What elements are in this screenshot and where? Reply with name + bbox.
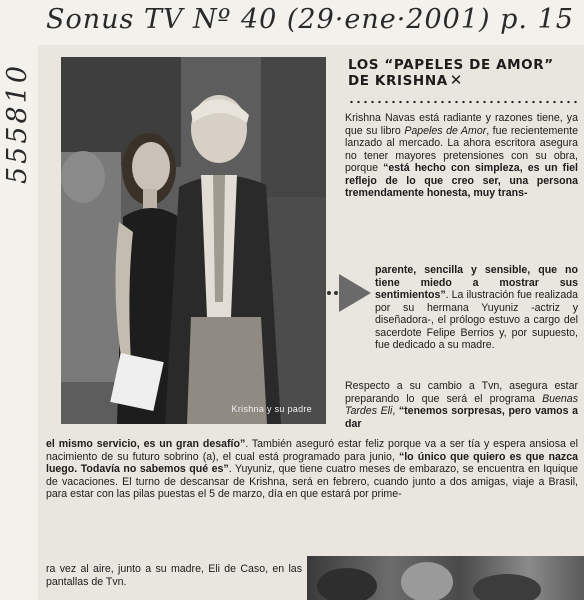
handwritten-source-note: Sonus TV Nº 40 (29·ene·2001) p. 15 — [46, 4, 574, 35]
quote-bold: “tenemos sorpresas, pero vamos a dar — [345, 405, 578, 430]
text-run: Krishna Navas está radiante y razones tiene, ya que su libro — [345, 112, 578, 137]
quote-bold: el mismo servicio, es un gran desafío” — [46, 438, 246, 450]
photo-illustration — [61, 57, 326, 424]
paragraph-closing: ra vez al aire, junto a su madre, Eli de Caso, en las pantallas de Tvn. — [46, 563, 302, 588]
headline-line-2: DE KRISHNA — [348, 73, 448, 89]
text-run: . Yuyuniz, que tiene cuatro meses de embarazo, se encuentra en Iquique de vacaciones. El turno de descansar de Krishna, será en febrero, cuando junto a dos amigas, viaje a Brasil, para estar con las pilas puestas el 5 de marzo, día en que estará por prime- — [46, 463, 578, 501]
book-title: Papeles de Amor — [404, 124, 487, 137]
handwritten-archive-number: 555810 — [2, 62, 33, 184]
quote-bold: “lo único que quiero es que nazca luego. Todavía no sabemos qué es” — [46, 450, 578, 476]
paragraph-tvn — [345, 380, 578, 430]
quote-bold: parente, sencilla y sensible, que no tiene miedo a mostrar sus sentimientos” — [375, 264, 578, 302]
photo-caption: Krishna y su padre — [231, 404, 312, 414]
paragraph-intro — [345, 112, 578, 200]
photo-strip-illustration — [307, 556, 584, 600]
headline-line-1: LOS “PAPELES DE AMOR” — [348, 57, 554, 73]
text-run: . También aseguró estar feliz porque va a ser tía y espera ansiosa el nacimiento de su futuro sobrino (a), el cual está programado para junio, — [46, 438, 578, 463]
article-photo — [61, 57, 326, 424]
next-photo-strip — [307, 556, 584, 600]
program-title: Buenas Tardes Eli — [345, 392, 578, 418]
paragraph-book — [375, 264, 578, 352]
dotted-rule — [348, 100, 578, 104]
quote-bold: “está hecho con simpleza, es un fiel reflejo de lo que creo ser, una persona tremendamente honesta, muy trans- — [345, 162, 578, 200]
text-run: , — [392, 405, 399, 418]
article-headline — [348, 58, 578, 89]
text-run: . La ilustración fue realizada por su hermana Yuyuniz -actriz y diseñadora-, el prólogo estuvo a cargo del sacerdote Felipe Berrios y, por supuesto, fue dedicado a su madre. — [375, 289, 578, 352]
text-run: , fue recientemente lanzado al mercado. La ahora escritora asegura no tener mayores pretensiones con su obra, porque — [345, 124, 578, 175]
text-run: Respecto a su cambio a Tvn, asegura estar preparando lo que será el programa — [345, 380, 578, 405]
handwritten-mark-icon: ✕ — [449, 71, 463, 89]
arrow-right-icon — [325, 270, 373, 316]
paragraph-full-width — [46, 438, 578, 501]
